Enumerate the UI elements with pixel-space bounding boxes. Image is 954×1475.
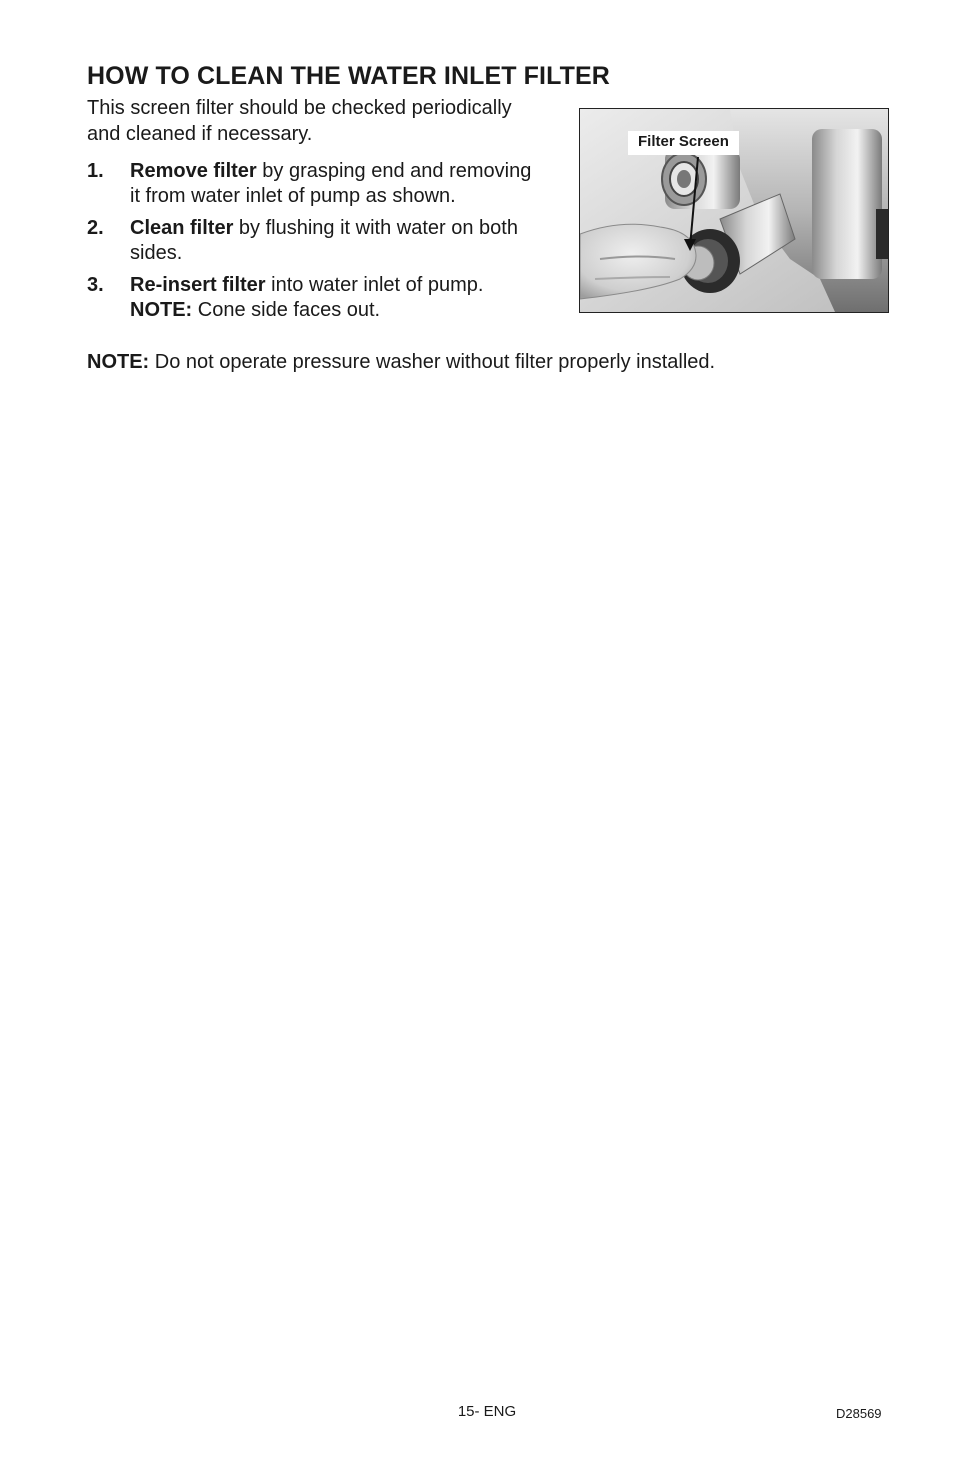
intro-paragraph: This screen filter should be checked periodically and cleaned if necessary. — [87, 97, 512, 145]
step-2 — [87, 216, 542, 265]
step-action: Re-insert filter — [130, 274, 266, 296]
step-1 — [87, 159, 542, 208]
warning-note — [87, 349, 715, 375]
step-action: Clean filter — [130, 217, 234, 239]
filter-screen-callout: Filter Screen — [628, 131, 739, 155]
step-3 — [87, 273, 542, 322]
step-action: Remove filter — [130, 160, 257, 182]
page-number: 15- ENG — [457, 1403, 517, 1420]
note-label: NOTE: — [87, 351, 150, 373]
note-text: Do not operate pressure washer without filter properly installed. — [149, 351, 716, 373]
section-heading: HOW TO CLEAN THE WATER INLET FILTER — [87, 62, 610, 90]
instruction-steps — [87, 159, 542, 330]
step-note-label: NOTE: — [130, 298, 193, 321]
step-text: by grasping end and removing it from water inlet of pump as shown. — [130, 160, 532, 207]
step-number: 3. — [87, 274, 104, 296]
document-code: D28569 — [836, 1406, 882, 1421]
step-number: 2. — [87, 217, 104, 239]
step-number: 1. — [87, 160, 104, 182]
step-note-text: Cone side faces out. — [192, 298, 381, 321]
step-text: by flushing it with water on both sides. — [130, 217, 518, 264]
step-text: into water inlet of pump. — [265, 274, 484, 296]
